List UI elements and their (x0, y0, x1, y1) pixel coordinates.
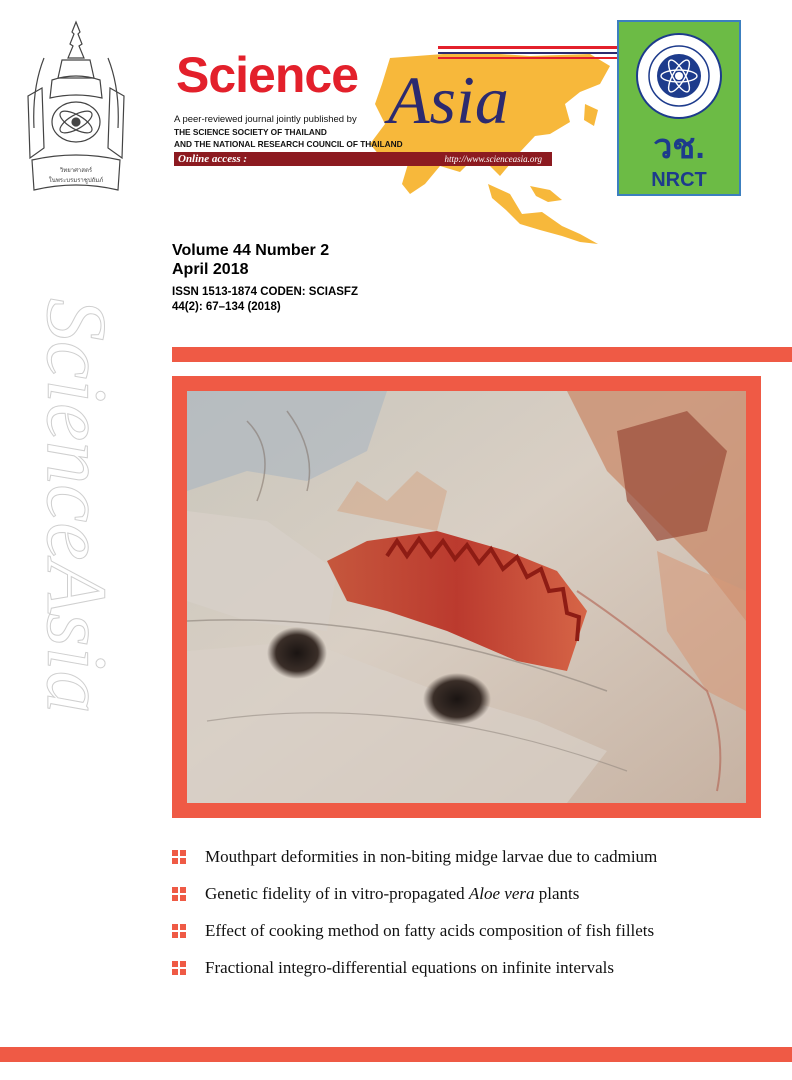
article-item[interactable] (172, 883, 772, 920)
nrct-logo (617, 20, 741, 196)
article-title-part: Genetic fidelity of in vitro-propagated (205, 884, 469, 903)
issn-coden: ISSN 1513-1874 CODEN: SCIASFZ (172, 286, 358, 298)
cover-micrograph-image (187, 391, 746, 803)
nrct-seal-icon (635, 32, 723, 120)
nrct-english-abbreviation: NRCT (651, 169, 707, 191)
journal-title-asia: Asia (388, 62, 509, 138)
publisher-research-council: AND THE NATIONAL RESEARCH COUNCIL OF THAILAND (174, 139, 403, 149)
journal-url-link[interactable]: http://www.scienceasia.org (444, 154, 542, 164)
article-title (205, 883, 579, 905)
article-title-part: plants (534, 884, 580, 903)
online-access-bar (174, 152, 552, 166)
grid-bullet-icon (172, 924, 186, 938)
bottom-accent-bar (0, 1047, 792, 1062)
article-item[interactable] (172, 846, 772, 883)
article-title-italic-species: Aloe vera (468, 884, 535, 903)
svg-text:ในพระบรมราชูปถัมภ์: ในพระบรมราชูปถัมภ์ (48, 177, 104, 184)
journal-title-science: Science (176, 47, 359, 103)
article-item[interactable] (172, 957, 772, 994)
masthead (170, 44, 620, 249)
grid-bullet-icon (172, 961, 186, 975)
online-access-label: Online access : (178, 153, 248, 165)
volume-number: Volume 44 Number 2 (172, 242, 330, 259)
nrct-thai-abbreviation: วช. (653, 128, 705, 166)
page-range: 44(2): 67–134 (2018) (172, 301, 281, 313)
article-title: Effect of cooking method on fatty acids composition of fish fillets (205, 921, 655, 940)
article-title: Fractional integro-differential equations on infinite intervals (205, 958, 614, 977)
article-item[interactable] (172, 920, 772, 957)
issue-info (172, 241, 358, 315)
svg-text:วิทยาศาสตร์: วิทยาศาสตร์ (59, 167, 93, 174)
article-title: Mouthpart deformities in non-biting midge larvae due to cadmium (205, 847, 658, 866)
article-list (172, 846, 772, 994)
royal-crest-logo (22, 18, 130, 200)
grid-bullet-icon (172, 850, 186, 864)
issue-date: April 2018 (172, 261, 249, 278)
publisher-science-society: THE SCIENCE SOCIETY OF THAILAND (174, 127, 327, 137)
publisher-statement (174, 114, 403, 150)
publisher-intro: A peer-reviewed journal jointly published by (174, 114, 357, 125)
vertical-watermark: ScienceAsia (29, 298, 125, 714)
grid-bullet-icon (172, 887, 186, 901)
top-accent-bar (172, 347, 792, 362)
